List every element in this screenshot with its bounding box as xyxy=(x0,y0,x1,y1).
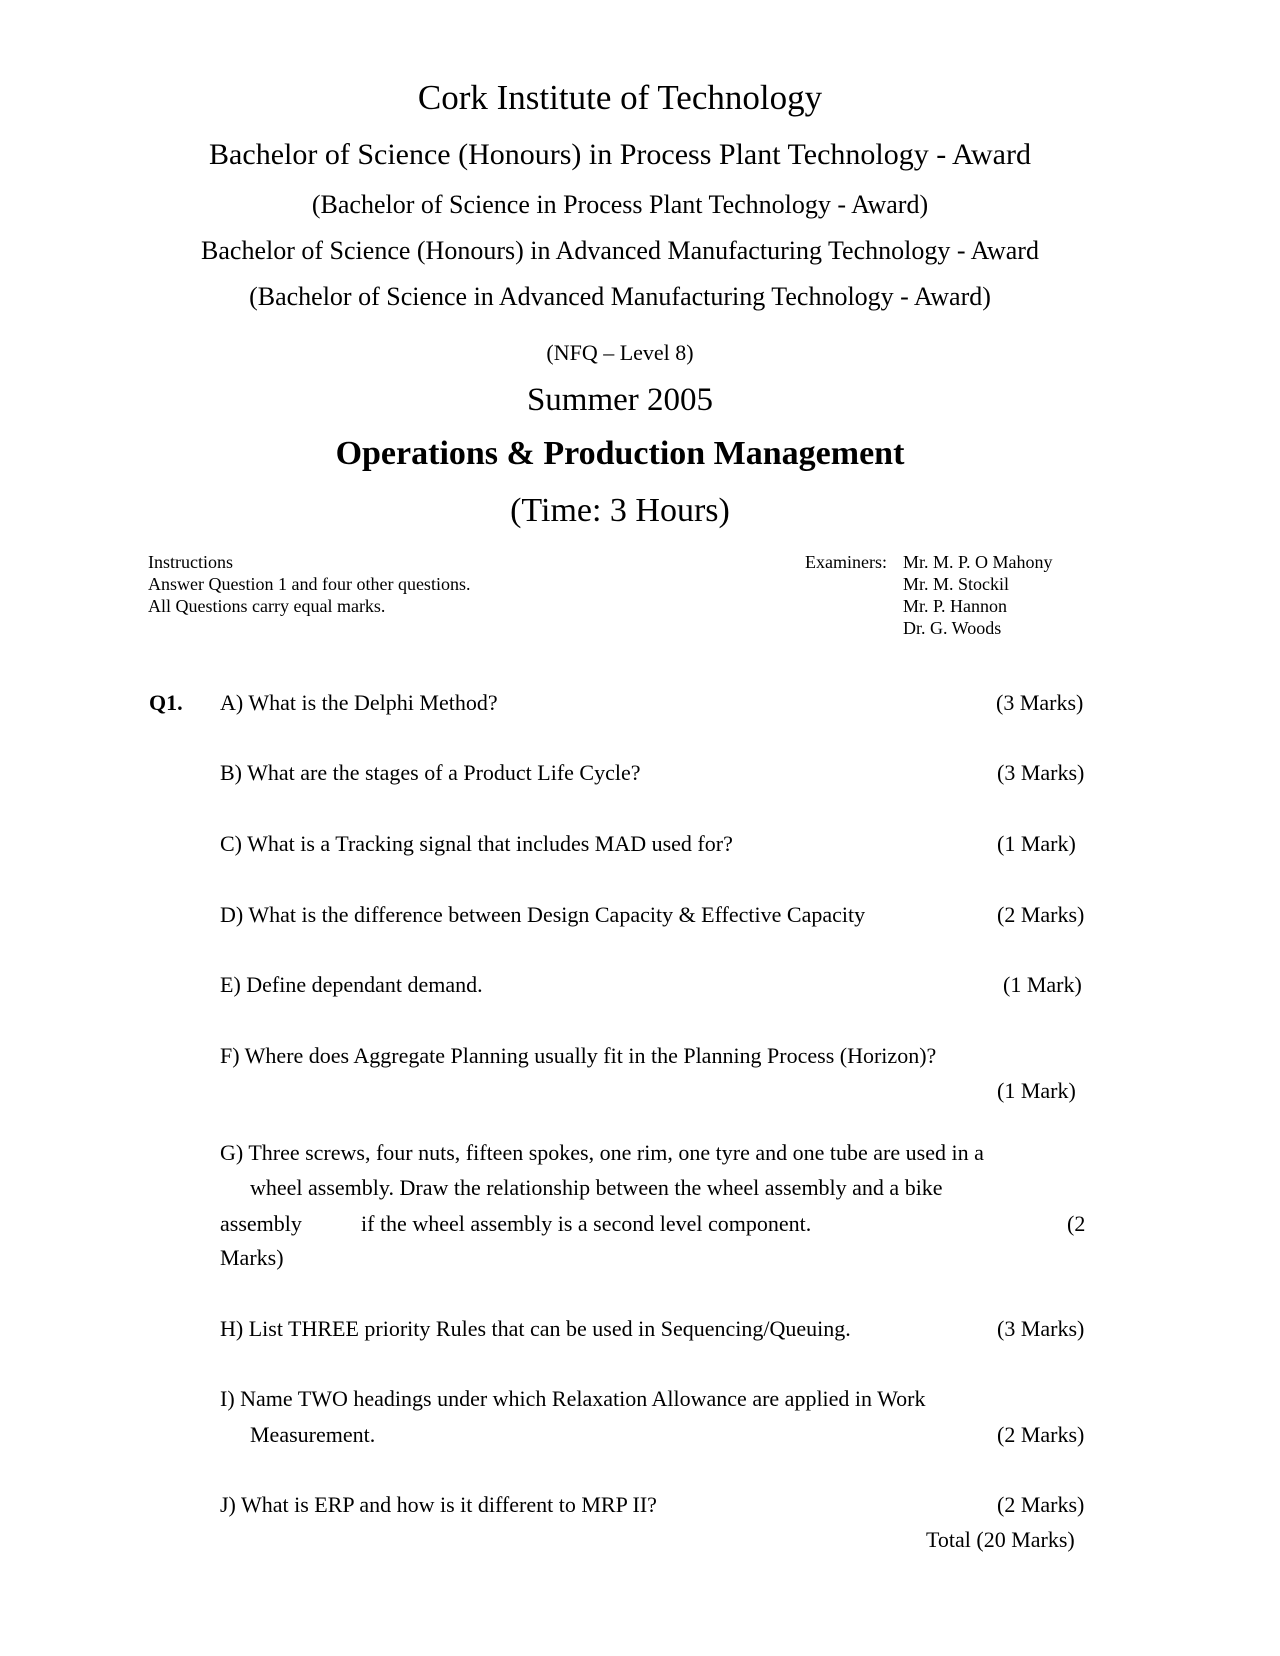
marks-part-e: (1 Mark) xyxy=(1003,972,1082,997)
question-part-g-line-2: wheel assembly. Draw the relationship between the wheel assembly and a bike xyxy=(250,1175,943,1200)
programme-line-1: Bachelor of Science (Honours) in Process Plant Technology - Award xyxy=(209,138,1031,171)
marks-part-b: (3 Marks) xyxy=(997,760,1085,785)
question-part-b: B) What are the stages of a Product Life Cycle? xyxy=(220,760,641,785)
question-part-h: H) List THREE priority Rules that can be used in Sequencing/Queuing. xyxy=(220,1316,851,1341)
marks-part-j: (2 Marks) xyxy=(997,1492,1085,1517)
question-part-d: D) What is the difference between Design Capacity & Effective Capacity xyxy=(220,902,866,927)
question-part-e: E) Define dependant demand. xyxy=(220,972,483,997)
institute-title: Cork Institute of Technology xyxy=(417,78,823,117)
marks-part-g-2: Marks) xyxy=(220,1245,284,1270)
instructions-heading: Instructions xyxy=(148,552,233,572)
question-part-i-line-1: I) Name TWO headings under which Relaxation Allowance are applied in Work xyxy=(220,1386,926,1411)
exam-session: Summer 2005 xyxy=(526,382,714,418)
instructions-line-2: All Questions carry equal marks. xyxy=(148,596,386,616)
subject-title: Operations & Production Management xyxy=(335,435,905,472)
examiner-name: Mr. P. Hannon xyxy=(903,596,1008,616)
examiner-name: Mr. M. Stockil xyxy=(903,574,1010,594)
marks-part-h: (3 Marks) xyxy=(997,1316,1085,1341)
marks-part-g-1: (2 xyxy=(1067,1211,1086,1236)
nfq-level: (NFQ – Level 8) xyxy=(546,340,694,365)
question-part-i-line-2: Measurement. xyxy=(250,1422,376,1447)
examiner-name: Dr. G. Woods xyxy=(903,618,1002,638)
question-part-g-line-1: G) Three screws, four nuts, fifteen spokes, one rim, one tyre and one tube are used in a xyxy=(220,1140,984,1165)
question-total: Total (20 Marks) xyxy=(926,1527,1075,1552)
marks-part-a: (3 Marks) xyxy=(996,690,1084,715)
examiners-label: Examiners: xyxy=(805,552,887,572)
programme-line-2: (Bachelor of Science in Process Plant Technology - Award) xyxy=(311,190,929,219)
question-part-g-line-3a: assembly xyxy=(220,1211,302,1236)
question-part-g-line-3b: if the wheel assembly is a second level component. xyxy=(361,1211,812,1236)
marks-part-f: (1 Mark) xyxy=(997,1078,1076,1103)
exam-duration: (Time: 3 Hours) xyxy=(510,492,730,529)
marks-part-i: (2 Marks) xyxy=(997,1422,1085,1447)
marks-part-c: (1 Mark) xyxy=(997,831,1076,856)
programme-line-4: (Bachelor of Science in Advanced Manufacturing Technology - Award) xyxy=(249,282,991,311)
examiners-list xyxy=(903,551,1053,639)
question-part-a: A) What is the Delphi Method? xyxy=(220,690,498,715)
programme-line-3: Bachelor of Science (Honours) in Advanced Manufacturing Technology - Award xyxy=(201,236,1039,265)
instructions-block xyxy=(148,551,470,617)
question-part-c: C) What is a Tracking signal that includes MAD used for? xyxy=(220,831,733,856)
examiner-name: Mr. M. P. O Mahony xyxy=(903,552,1053,572)
question-label: Q1. xyxy=(149,690,183,715)
question-part-j: J) What is ERP and how is it different to MRP II? xyxy=(220,1492,657,1517)
question-part-f: F) Where does Aggregate Planning usually fit in the Planning Process (Horizon)? xyxy=(220,1043,937,1068)
instructions-line-1: Answer Question 1 and four other questions. xyxy=(148,574,471,594)
marks-part-d: (2 Marks) xyxy=(997,902,1085,927)
